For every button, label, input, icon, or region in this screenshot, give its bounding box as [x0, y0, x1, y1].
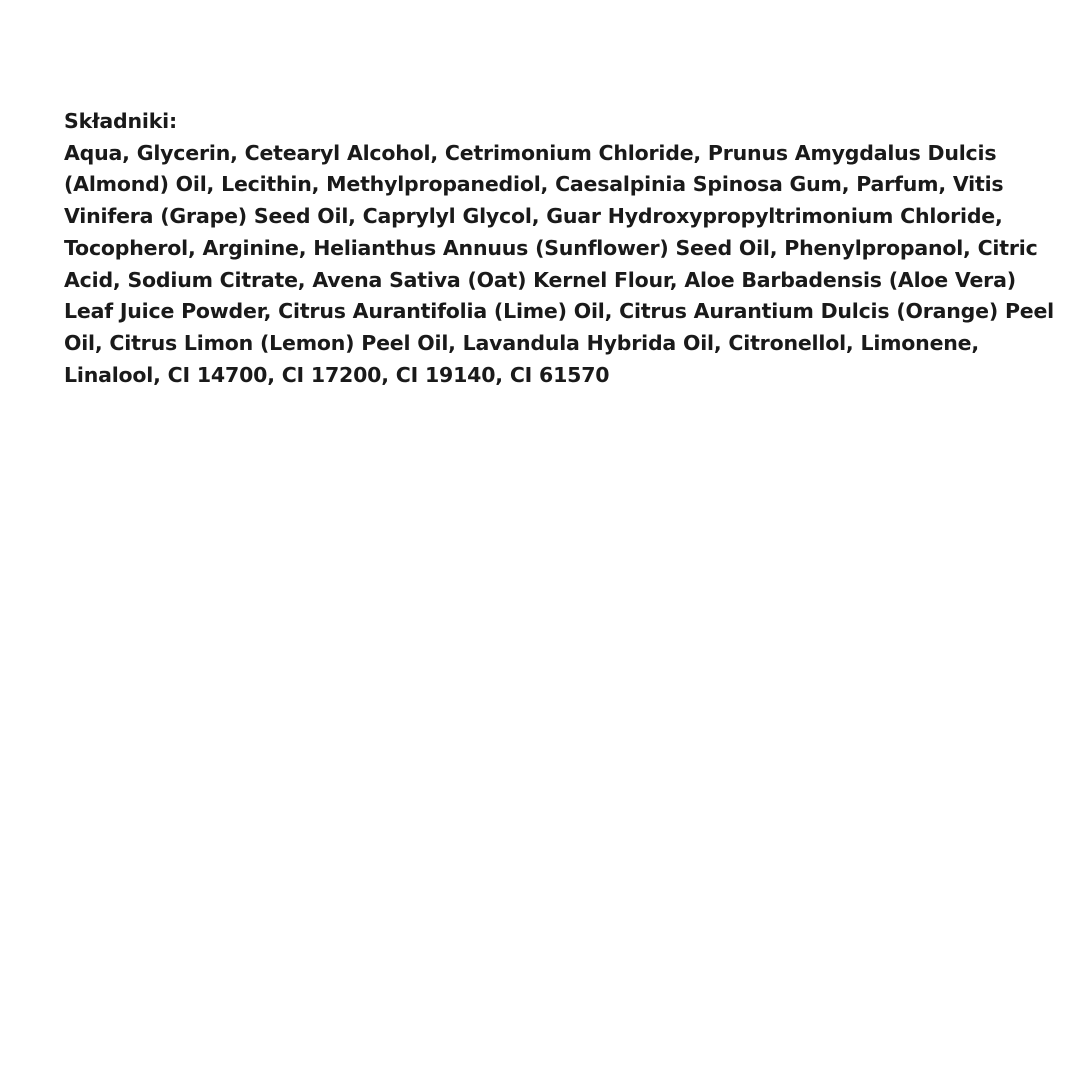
- ingredients-heading: Składniki:: [64, 109, 177, 133]
- ingredients-list: Aqua, Glycerin, Cetearyl Alcohol, Cetrimonium Chloride, Prunus Amygdalus Dulcis (Almond) Oil, Lecithin, Methylpropanediol, Caesalpinia Spinosa Gum, Parfum, Vitis Vinifera (Grape) Seed Oil, Caprylyl Glycol, Guar Hydroxypropyltrimonium Chloride, Tocopherol, Arginine, Helianthus Annuus (Sunflower) Seed Oil, Phenylpropanol, Citric Acid, Sodium Citrate, Avena Sativa (Oat) Kernel Flour, Aloe Barbadensis (Aloe Vera) Leaf Juice Powder, Citrus Aurantifolia (Lime) Oil, Citrus Aurantium Dulcis (Orange) Peel Oil, Citrus Limon (Lemon) Peel Oil, Lavandula Hybrida Oil, Citronellol, Limonene, Linalool, CI 14700, CI 17200, CI 19140, CI 61570: [64, 140, 1055, 387]
- ingredients-panel: [64, 106, 1060, 391]
